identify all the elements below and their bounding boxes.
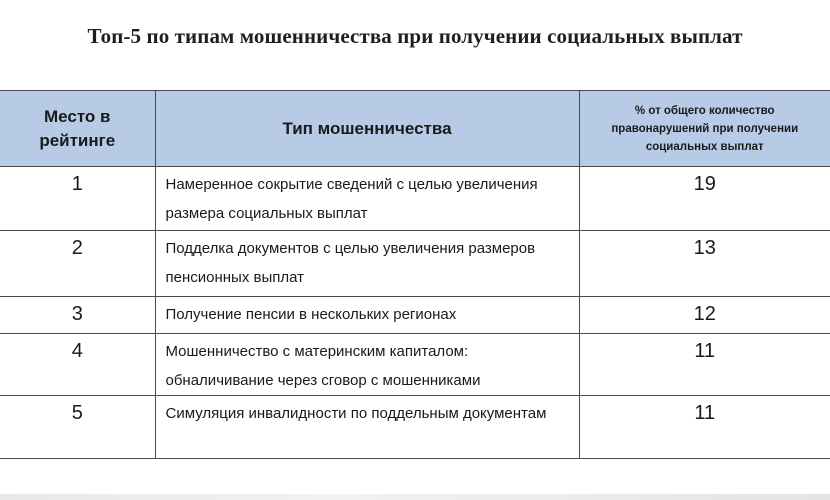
table-header-row [0, 91, 830, 167]
table-row [0, 231, 830, 297]
cell-type: Намеренное сокрытие сведений с целью увеличения размера социальных выплат [155, 167, 579, 231]
cell-place: 1 [0, 167, 155, 231]
cell-place: 3 [0, 297, 155, 334]
header-place [0, 91, 155, 167]
cell-place: 5 [0, 396, 155, 459]
cell-percent: 12 [579, 297, 830, 334]
header-percent-line-3: социальных выплат [645, 140, 764, 153]
cell-percent: 19 [579, 167, 830, 231]
cell-type: Симуляция инвалидности по поддельным документам [155, 396, 579, 459]
cell-percent: 13 [579, 231, 830, 297]
table-row [0, 297, 830, 334]
table-row [0, 167, 830, 231]
fraud-rating-table [0, 90, 830, 459]
cell-percent: 11 [579, 396, 830, 459]
header-percent [579, 91, 830, 167]
header-place-line-1: Место в [43, 106, 111, 126]
cell-place: 2 [0, 231, 155, 297]
cell-place: 4 [0, 334, 155, 396]
table-row [0, 334, 830, 396]
cell-type: Мошенничество с материнским капиталом: обналичивание через сговор с мошенниками [155, 334, 579, 396]
bottom-divider [0, 494, 830, 500]
cell-type: Подделка документов с целью увеличения размеров пенсионных выплат [155, 231, 579, 297]
header-percent-line-2: правонарушений при получении [611, 122, 799, 135]
cell-percent: 11 [579, 334, 830, 396]
header-percent-line-1: % от общего количество [634, 104, 775, 117]
page-title: Топ-5 по типам мошенничества при получении социальных выплат [87, 24, 743, 48]
cell-type: Получение пенсии в нескольких регионах [155, 297, 579, 334]
header-place-line-2: рейтинге [39, 130, 116, 150]
header-type: Тип мошенничества [155, 91, 579, 167]
table-row [0, 396, 830, 459]
